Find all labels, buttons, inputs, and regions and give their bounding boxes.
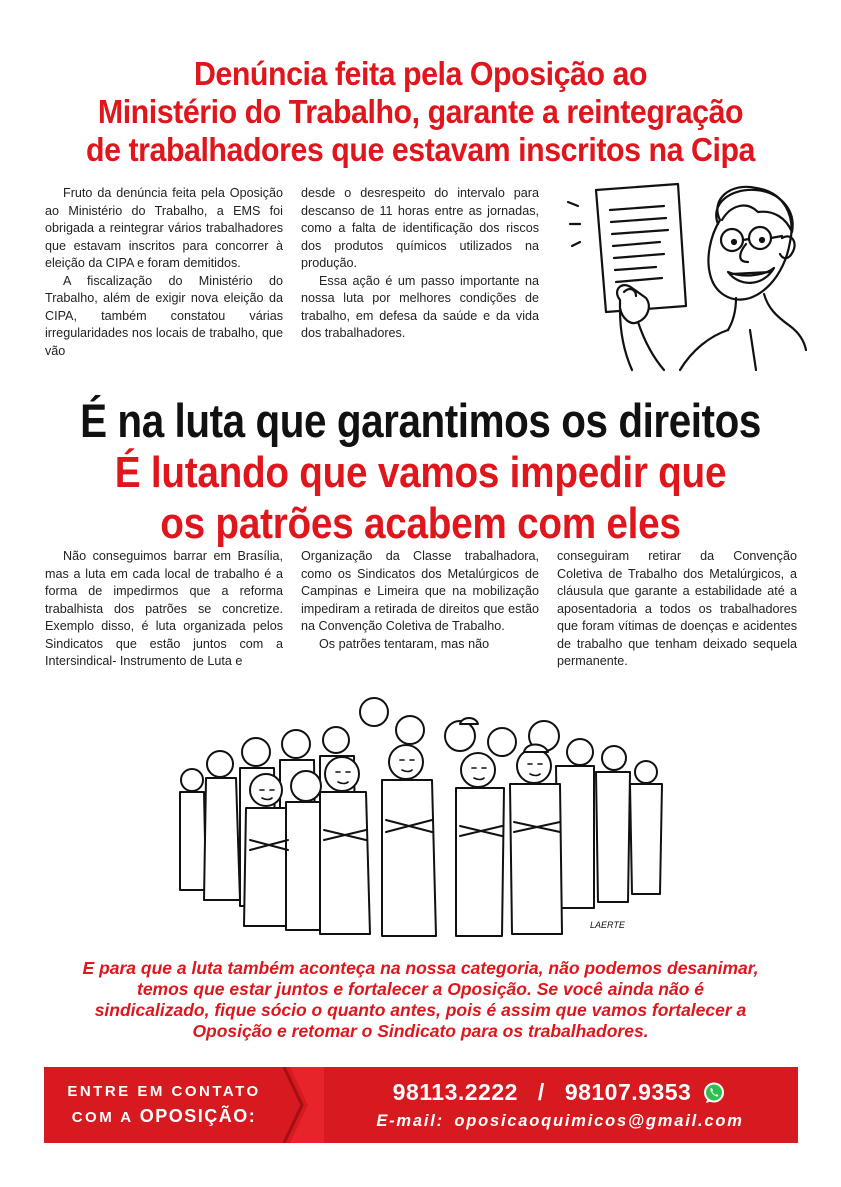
red-slogan [68,447,773,549]
cartoon-workers-crowd [160,690,680,940]
article2-col3-paragraph: conseguiram retirar da Convenção Coletiva de Trabalho dos Metalúrgicos, a cláusula que garante a estabilidade até a aposentadoria a todos os trabalhadores que foram vítimas de doenças e acidentes de trabalho que tenham deixado sequela permanente. [557,549,797,668]
closing-line2: temos que estar juntos e fortalecer a Oposição. Se você ainda não é [137,979,704,999]
main-slogan: É na luta que garantimos os direitos [80,394,761,447]
article2-column2 [301,548,539,653]
email-label: E-mail: [376,1112,444,1130]
phone-numbers [393,1079,728,1106]
top-headline-line3: de trabalhadores que estavam inscritos na Cipa [86,131,755,168]
closing-line1: E para que a luta também aconteça na nossa categoria, não podemos desanimar, [82,958,759,978]
article1-col2-paragraph1: desde o desrespeito do intervalo para descanso de 11 horas entre as jornadas, como a falta de identificação dos riscos dos produtos químicos utilizados na produção. [301,186,539,270]
article2-column1 [45,548,283,671]
email-address[interactable]: oposicaoquimicos@gmail.com [454,1112,744,1130]
closing-call [60,958,781,1042]
article2-col2-paragraph2: Os patrões tentaram, mas não [319,636,490,651]
whatsapp-icon [701,1080,727,1106]
cartoon-signature: LAERTE [590,920,625,930]
article1-col2-paragraph2: Essa ação é um passo importante na nossa luta por melhores condições de trabalho, em defesa da saúde e da vida dos trabalhadores. [301,273,539,340]
contact-footer [44,1067,798,1143]
phone-number-2[interactable]: 98107.9353 [564,1079,692,1105]
closing-line3: sindicalizado, fique sócio o quanto antes, pois é assim que vamos fortalecer a [94,1000,747,1020]
contact-details [330,1067,790,1143]
chevron-divider-icon [280,1067,324,1143]
contact-label-line1: ENTRE EM CONTATO [67,1083,261,1100]
phone-number-1[interactable]: 98113.2222 [392,1079,518,1105]
contact-label [44,1067,284,1143]
closing-line4: Oposição e retomar o Sindicato para os trabalhadores. [192,1021,649,1041]
top-headline-line1: Denúncia feita pela Oposição ao [193,55,648,92]
article1-column2 [301,185,539,343]
red-slogan-line1: É lutando que vamos impedir que [114,448,727,497]
top-headline [52,55,789,169]
contact-label-oposicao: OPOSIÇÃO: [139,1106,257,1126]
article2-col1-paragraph: Não conseguimos barrar em Brasília, mas a luta em cada local de trabalho é a forma de impedirmos que a reforma trabalhista dos patrões se concretize. Exemplo disso, é luta organizada pelos Sindicatos que estão juntos com a Intersindical- Instrumento de Luta e [45,549,283,668]
email-line [376,1112,743,1131]
article1-col1-paragraph2: A fiscalização do Ministério do Trabalho, além de exigir nova eleição da CIPA, também constatou várias irregularidades nos locais de trabalho, que vão [45,273,283,358]
contact-label-line2 [72,1104,257,1130]
article2-column3 [557,548,797,671]
red-slogan-line2: os patrões acabem com eles [160,499,681,548]
top-headline-line2: Ministério do Trabalho, garante a reintegração [97,93,744,130]
article1-column1 [45,185,283,360]
phone-separator: / [537,1079,545,1105]
article1-col1-paragraph1: Fruto da denúncia feita pela Oposição ao Ministério do Trabalho, a EMS foi obrigada a reintegrar vários trabalhadores que estavam inscritos para concorrer à eleição da CIPA e foram demitidos. [45,186,283,270]
contact-label-prefix: COM A [71,1109,134,1126]
article2-col2-paragraph1: Organização da Classe trabalhadora, como os Sindicatos dos Metalúrgicos de Campinas e Limeira que na mobilização impediram a retirada de direitos que estão na Convenção Coletiva de Trabalho. [301,549,539,633]
cartoon-man-holding-document [560,180,808,372]
